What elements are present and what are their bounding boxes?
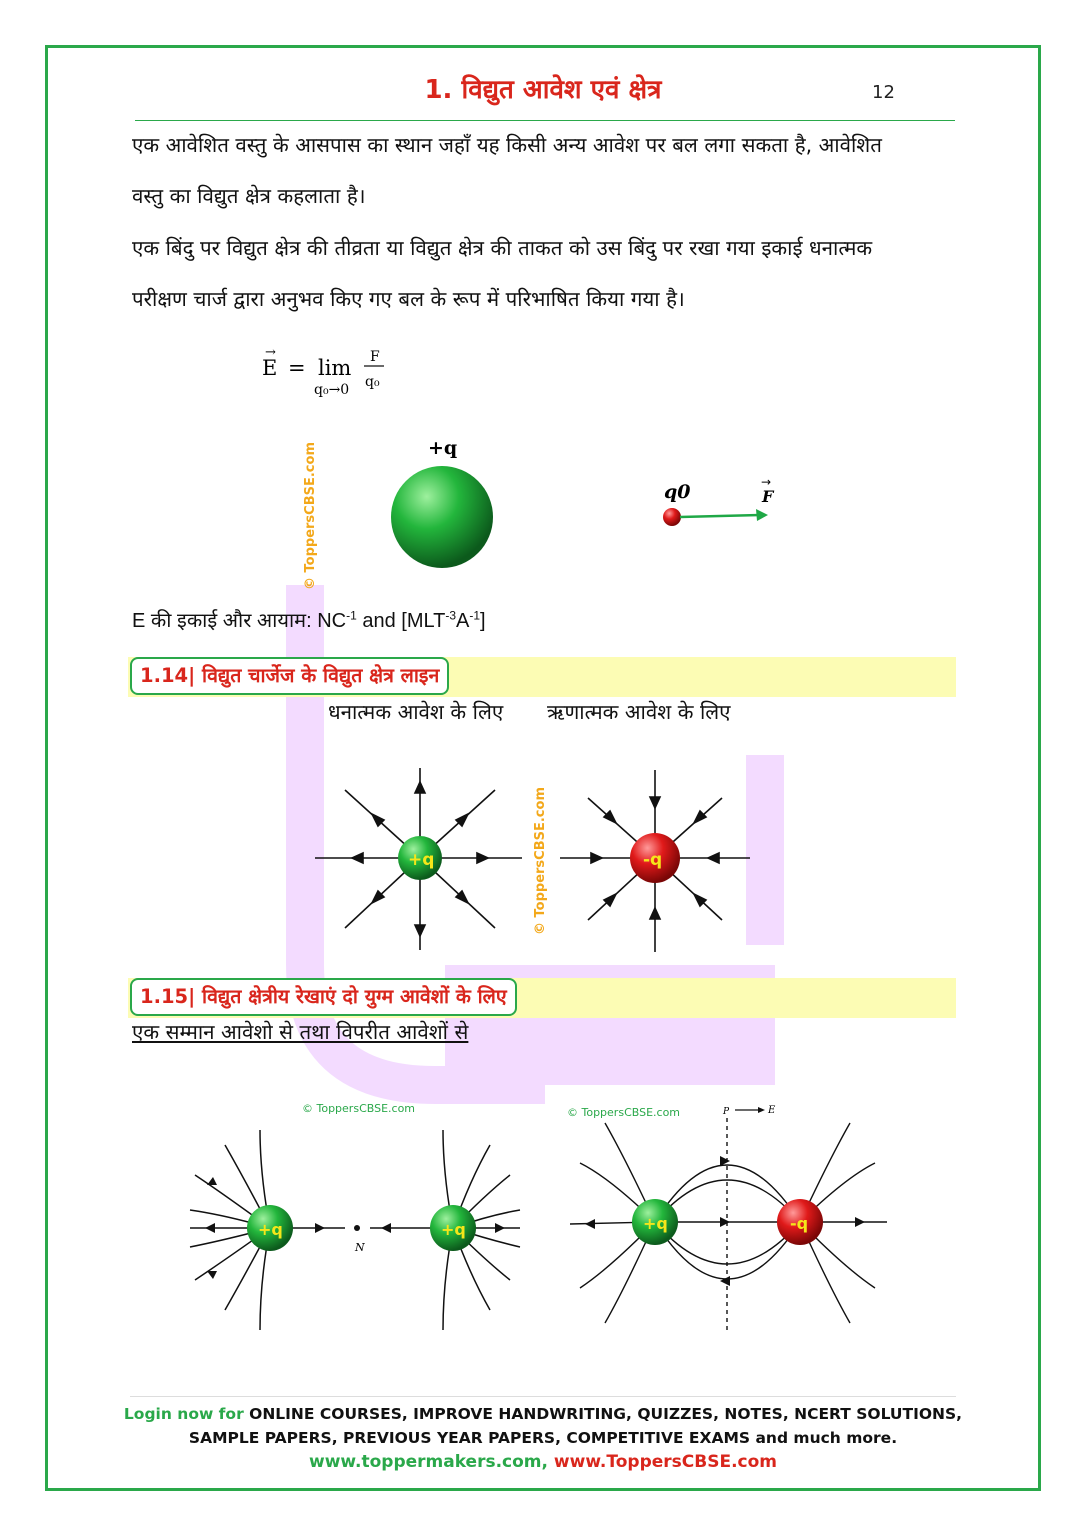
section-1-15-subheading: एक सम्मान आवेशो से तथा विपरीत आवेशों से bbox=[132, 1020, 469, 1044]
neutral-point bbox=[354, 1225, 360, 1231]
units-suffix: ] bbox=[480, 610, 486, 632]
positive-charge-label: +q bbox=[408, 850, 435, 870]
units-mid-2: A bbox=[456, 610, 470, 632]
footer-offerings-1: ONLINE COURSES, IMPROVE HANDWRITING, QUIZZES, NOTES, NCERT SOLUTIONS, bbox=[249, 1405, 963, 1423]
paragraph-1-line-1: एक आवेशित वस्तु के आसपास का स्थान जहाँ यह किसी अन्य आवेश पर बल लगा सकता है, आवेशित bbox=[132, 133, 882, 157]
section-1-15-heading: 1.15| विद्युत क्षेत्रीय रेखाएं दो युग्म आवेशों के लिए bbox=[130, 978, 517, 1016]
paragraph-2-line-1: एक बिंदु पर विद्युत क्षेत्र की तीव्रता या विद्युत क्षेत्र की ताकत को उस बिंदु पर रखा गया इकाई धनात्मक bbox=[132, 236, 873, 260]
watermark-figure-2: © ToppersCBSE.com bbox=[533, 787, 548, 935]
formula-limit-sub: q₀→0 bbox=[314, 382, 350, 398]
paragraph-2 bbox=[132, 223, 962, 325]
positive-charge-caption: धनात्मक आवेश के लिए bbox=[328, 700, 504, 724]
test-charge-sphere bbox=[663, 508, 681, 526]
footer-line-1 bbox=[0, 1402, 1086, 1426]
force-vector-arrow-icon: → bbox=[761, 475, 772, 489]
formula-equals: = bbox=[288, 356, 306, 380]
source-charge-label: +q bbox=[428, 437, 458, 459]
units-exp-3: -1 bbox=[469, 608, 481, 623]
page-number: 12 bbox=[872, 82, 895, 103]
negative-charge-label: -q bbox=[643, 850, 663, 870]
field-formula bbox=[262, 342, 402, 407]
unlike-charges-lines bbox=[570, 1118, 887, 1333]
formula-lim: lim bbox=[318, 356, 352, 380]
page-title: 1. विद्युत आवेश एवं क्षेत्र bbox=[424, 75, 662, 105]
formula-lhs: E bbox=[262, 356, 278, 380]
unlike-charge-negative-label: -q bbox=[790, 1214, 809, 1233]
field-direction-arrow-head bbox=[758, 1107, 765, 1113]
formula-numerator: F bbox=[370, 349, 380, 365]
vector-arrow-icon: → bbox=[265, 345, 276, 360]
footer-login: Login now for bbox=[123, 1405, 244, 1423]
footer-divider bbox=[130, 1396, 956, 1397]
section-1-14-heading: 1.14| विद्युत चार्जेज के विद्युत क्षेत्र लाइन bbox=[130, 657, 449, 695]
like-charges-field-lines bbox=[185, 1125, 525, 1335]
footer-offerings-2: SAMPLE PAPERS, PREVIOUS YEAR PAPERS, COMPETITIVE EXAMS and much more. bbox=[188, 1429, 898, 1447]
units-mid: and [MLT bbox=[356, 610, 446, 632]
point-charge-figure bbox=[290, 410, 810, 590]
units-exp-2: -3 bbox=[445, 608, 457, 623]
units-exp-1: -1 bbox=[346, 608, 357, 623]
point-p-label: P bbox=[723, 1107, 730, 1117]
source-charge-sphere bbox=[391, 466, 493, 568]
footer-websites bbox=[0, 1450, 1086, 1474]
watermark-unlike-charges: © ToppersCBSE.com bbox=[567, 1106, 681, 1119]
units-prefix: E की इकाई और आयाम: NC bbox=[132, 610, 347, 632]
force-arrow bbox=[680, 515, 760, 517]
footer-site-toppermakers-link[interactable]: www.toppermakers.com, bbox=[308, 1452, 548, 1472]
unlike-charges-field-lines bbox=[565, 1098, 895, 1338]
formula-graphic bbox=[262, 342, 402, 402]
negative-charge-caption: ऋणात्मक आवेश के लिए bbox=[547, 700, 731, 724]
like-charge-2-label: +q bbox=[441, 1220, 466, 1239]
test-charge-label: q0 bbox=[664, 481, 691, 503]
neutral-point-label: N bbox=[355, 1241, 365, 1254]
force-arrow-head bbox=[756, 509, 768, 521]
formula-denominator: q₀ bbox=[365, 374, 380, 390]
field-e-label: E bbox=[768, 1105, 776, 1116]
footer bbox=[0, 1402, 1086, 1474]
paragraph-1 bbox=[132, 120, 962, 222]
like-charge-1-label: +q bbox=[258, 1220, 283, 1239]
paragraph-2-line-2: परीक्षण चार्ज द्वारा अनुभव किए गए बल के रूप में परिभाषित किया गया है। bbox=[132, 287, 685, 311]
units-dimensions bbox=[132, 606, 486, 633]
watermark-figure-1: © ToppersCBSE.com bbox=[303, 442, 318, 590]
unlike-charge-positive-label: +q bbox=[643, 1214, 668, 1233]
footer-site-topperscbse-link[interactable]: www.ToppersCBSE.com bbox=[553, 1452, 777, 1472]
paragraph-1-line-2: वस्तु का विद्युत क्षेत्र कहलाता है। bbox=[132, 184, 366, 208]
force-label: F bbox=[762, 487, 774, 506]
watermark-like-charges: © ToppersCBSE.com bbox=[302, 1102, 416, 1115]
